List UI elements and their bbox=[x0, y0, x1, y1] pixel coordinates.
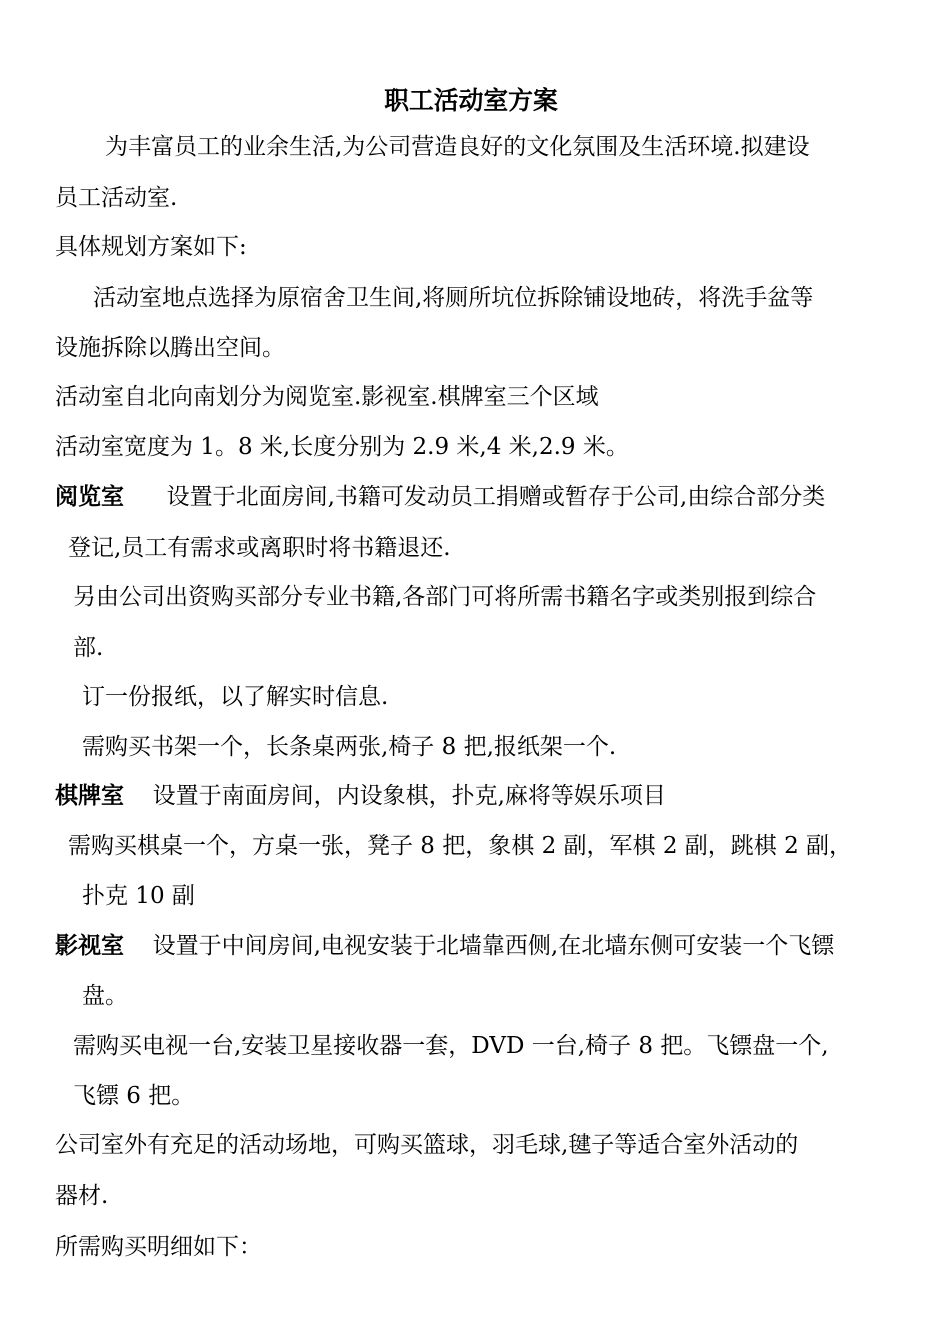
reading-room-label: 阅览室 bbox=[55, 483, 124, 510]
reading-room-line-6: 需购买书架一个，长条桌两张,椅子 8 把,报纸架一个. bbox=[82, 734, 617, 760]
outdoor-line-1: 公司室外有充足的活动场地，可购买篮球，羽毛球,毽子等适合室外活动的 bbox=[55, 1132, 799, 1158]
chess-room-line-1 bbox=[55, 781, 666, 811]
plan-heading: 具体规划方案如下: bbox=[55, 234, 247, 260]
chess-room-line-2: 需购买棋桌一个，方桌一张，凳子 8 把，象棋 2 副，军棋 2 副，跳棋 2 副， bbox=[68, 833, 853, 859]
location-line-1: 活动室地点选择为原宿舍卫生间,将厕所坑位拆除铺设地砖，将洗手盆等 bbox=[93, 285, 814, 311]
video-room-label: 影视室 bbox=[55, 932, 124, 959]
document-title: 职工活动室方案 bbox=[384, 86, 558, 115]
video-room-line-1 bbox=[55, 931, 834, 961]
reading-room-line-2: 登记,员工有需求或离职时将书籍退还. bbox=[68, 535, 451, 561]
reading-room-line-4: 部. bbox=[73, 635, 104, 661]
chess-room-label: 棋牌室 bbox=[55, 782, 124, 809]
video-room-line-2: 盘。 bbox=[82, 983, 128, 1009]
reading-room-line-3: 另由公司出资购买部分专业书籍,各部门可将所需书籍名字或类别报到综合 bbox=[73, 584, 817, 610]
zones-line: 活动室自北向南划分为阅览室.影视室.棋牌室三个区域 bbox=[55, 384, 599, 410]
purchase-heading: 所需购买明细如下： bbox=[55, 1234, 262, 1260]
chess-room-text-1: 设置于南面房间，内设象棋，扑克,麻将等娱乐项目 bbox=[152, 783, 666, 809]
video-room-line-4: 飞镖 6 把。 bbox=[73, 1083, 195, 1109]
dimensions-line: 活动室宽度为 1。8 米,长度分别为 2.9 米,4 米,2.9 米。 bbox=[55, 434, 629, 460]
intro-line-2: 员工活动室. bbox=[55, 185, 178, 211]
video-room-line-3: 需购买电视一台,安装卫星接收器一套，DVD 一台,椅子 8 把。飞镖盘一个, bbox=[73, 1033, 829, 1059]
reading-room-text-1: 设置于北面房间,书籍可发动员工捐赠或暂存于公司,由综合部分类 bbox=[166, 484, 826, 510]
outdoor-line-2: 器材. bbox=[55, 1183, 109, 1209]
reading-room-line-5: 订一份报纸，以了解实时信息. bbox=[82, 684, 389, 710]
video-room-text-1: 设置于中间房间,电视安装于北墙靠西侧,在北墙东侧可安装一个飞镖 bbox=[152, 933, 835, 959]
reading-room-line-1 bbox=[55, 482, 825, 512]
location-line-2: 设施拆除以腾出空间。 bbox=[55, 335, 285, 361]
intro-line-1: 为丰富员工的业余生活,为公司营造良好的文化氛围及生活环境.拟建设 bbox=[105, 134, 810, 160]
chess-room-line-3: 扑克 10 副 bbox=[82, 883, 195, 909]
